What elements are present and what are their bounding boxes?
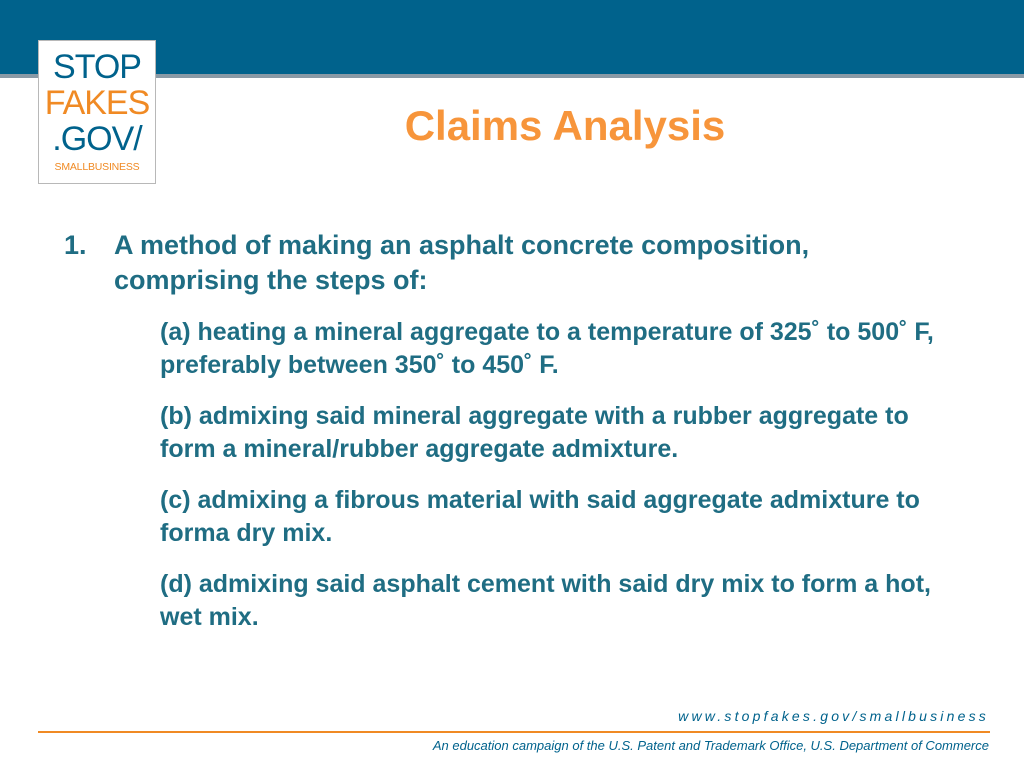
claim-step-a: (a) heating a mineral aggregate to a temperature of 325˚ to 500˚ F, preferably between 350˚ to 450˚ F.	[160, 318, 934, 379]
footer-caption: An education campaign of the U.S. Patent and Trademark Office, U.S. Department of Commerce	[432, 738, 989, 753]
claim-step-c: (c) admixing a fibrous material with said aggregate admixture to forma dry mix.	[160, 486, 920, 547]
logo-smallbusiness-text: SMALLBUSINESS	[54, 161, 140, 173]
slide-title: Claims Analysis	[404, 102, 726, 149]
claim-step-b: (b) admixing said mineral aggregate with a rubber aggregate to form a mineral/rubber aggregate admixture.	[160, 402, 909, 463]
claim-heading	[64, 228, 964, 298]
claim-block	[64, 228, 964, 652]
claim-number: 1.	[64, 230, 87, 260]
claim-text: A method of making an asphalt concrete composition, comprising the steps of:	[114, 230, 810, 295]
claim-steps	[160, 316, 970, 634]
logo-fakes-text: FAKES	[44, 84, 150, 122]
logo-stop-text: STOP	[53, 48, 141, 86]
claim-step-d: (d) admixing said asphalt cement with said dry mix to form a hot, wet mix.	[160, 570, 931, 631]
footer-url: www.stopfakes.gov/smallbusiness	[678, 708, 989, 724]
stopfakes-logo	[38, 40, 156, 184]
footer-divider	[38, 731, 990, 733]
logo-gov-text: .GOV/	[52, 120, 142, 158]
